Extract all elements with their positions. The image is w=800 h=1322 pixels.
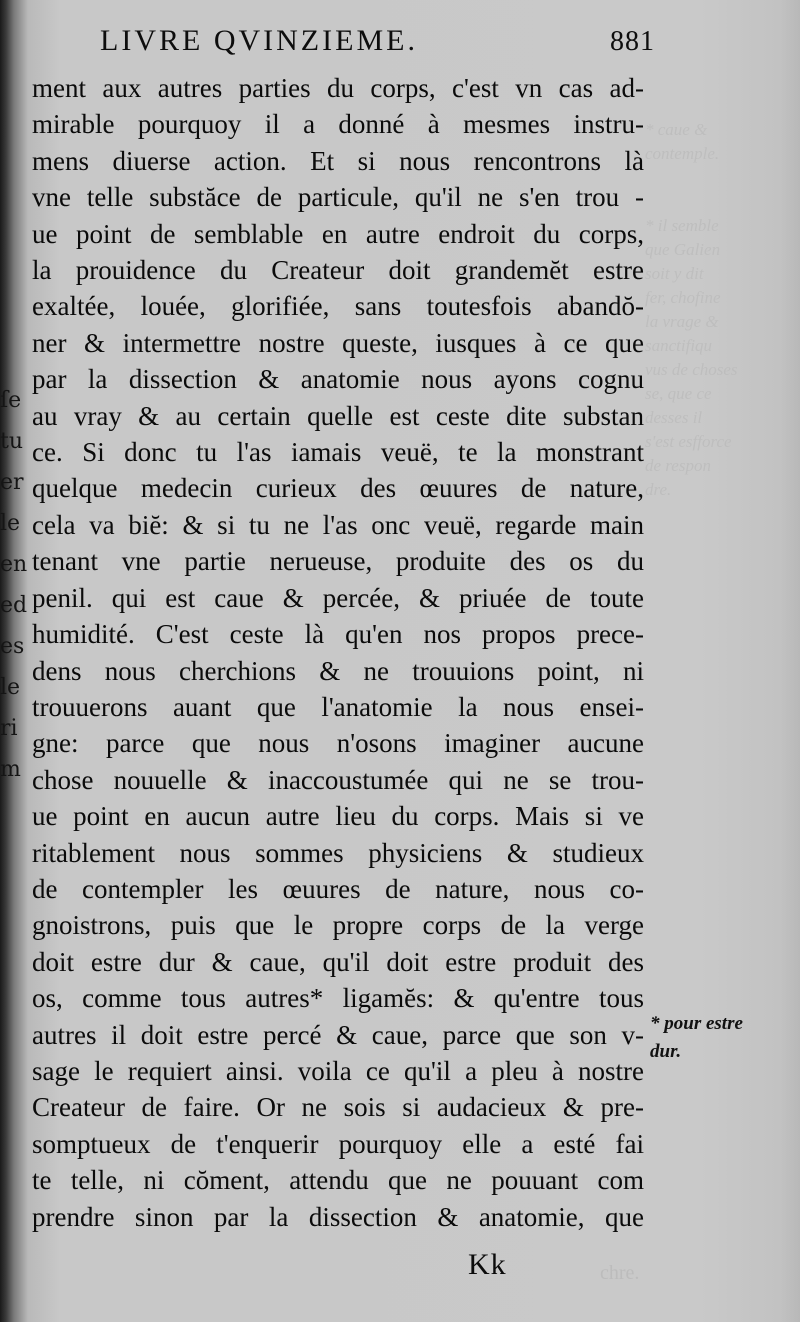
running-title: LIVRE QVINZIEME. [100, 24, 418, 57]
page-number: 881 [610, 26, 655, 57]
running-header [100, 24, 655, 74]
text-line: quelque medecin curieux des œuures de nature, [32, 473, 644, 504]
text-line: humidité. C'est ceste là qu'en nos propos prece- [32, 619, 644, 650]
show-through-text: * caue & contemple. * il semble que Galien soit y dit fer, chofine la vrage & sanctifiqu vus de choses se, que ce desses il s'est esfforce de respon dre. [645, 120, 738, 499]
text-line: exaltée, louée, glorifiée, sans toutesfois abandŏ- [32, 291, 644, 322]
text-line: te telle, ni cŏment, attendu que ne pouuant com [32, 1165, 644, 1196]
text-line: chose nouuelle & inaccoustumée qui ne se trou- [32, 764, 644, 795]
text-line: vne telle substăce de particule, qu'il ne s'en trou - [32, 182, 644, 213]
signature-mark: Kk [468, 1248, 507, 1281]
text-line: os, comme tous autres* ligamĕs: & qu'entre tous [32, 983, 644, 1014]
text-line: somptueux de t'enquerir pourquoy elle a esté fai [32, 1128, 644, 1159]
text-line: au vray & au certain quelle est ceste dite substan [32, 400, 644, 431]
text-line: mirable pourquoy il a donné à mesmes instru- [32, 109, 644, 140]
show-through-text: chre. [600, 1262, 640, 1284]
margin-note [650, 1010, 800, 1066]
text-line: doit estre dur & caue, qu'il doit estre produit des [32, 946, 644, 977]
text-line: ritablement nous sommes physiciens & studieux [32, 837, 644, 868]
margin-note-line: dur. [650, 1041, 682, 1062]
text-line: de contempler les œuures de nature, nous co- [32, 873, 644, 904]
text-line: ce. Si donc tu l'as iamais veuë, te la monstrant [32, 437, 644, 468]
text-line: sage le requiert ainsi. voila ce qu'il a pleu à nostre [32, 1055, 644, 1086]
main-text-block [32, 70, 644, 1235]
text-line: cela va biĕ: & si tu ne l'as onc veuë, regarde main [32, 509, 644, 540]
text-line: Createur de faire. Or ne sois si audacieux & pre- [32, 1092, 644, 1123]
text-line: penil. qui est caue & percée, & priuée de toute [32, 582, 644, 613]
text-line: dens nous cherchions & ne trouuions point, ni [32, 655, 644, 686]
text-line: par la dissection & anatomie nous ayons cognu [32, 364, 644, 395]
adjacent-page-edge: ſe tu er le en ed es le ri m [0, 388, 28, 782]
text-line: tenant vne partie nerueuse, produite des os du [32, 546, 644, 577]
text-line: ment aux autres parties du corps, c'est vn cas ad- [32, 73, 644, 103]
text-line: trouuerons auant que l'anatomie la nous ensei- [32, 691, 644, 722]
text-line: la prouidence du Createur doit grandemĕt estre [32, 255, 644, 286]
margin-note-line: * pour estre [650, 1013, 743, 1034]
text-line: gne: parce que nous n'osons imaginer aucune [32, 728, 644, 759]
text-line: ue point en aucun autre lieu du corps. Mais si ve [32, 801, 644, 832]
text-line: ue point de semblable en autre endroit du corps, [32, 218, 644, 249]
text-line: autres il doit estre percé & caue, parce que son v- [32, 1019, 644, 1050]
text-line: ner & intermettre nostre queste, iusques à ce que [32, 327, 644, 358]
text-line: mens diuerse action. Et si nous rencontrons là [32, 145, 644, 176]
text-line: prendre sinon par la dissection & anatomie, que [32, 1201, 644, 1232]
text-line: gnoistrons, puis que le propre corps de la verge [32, 910, 644, 941]
